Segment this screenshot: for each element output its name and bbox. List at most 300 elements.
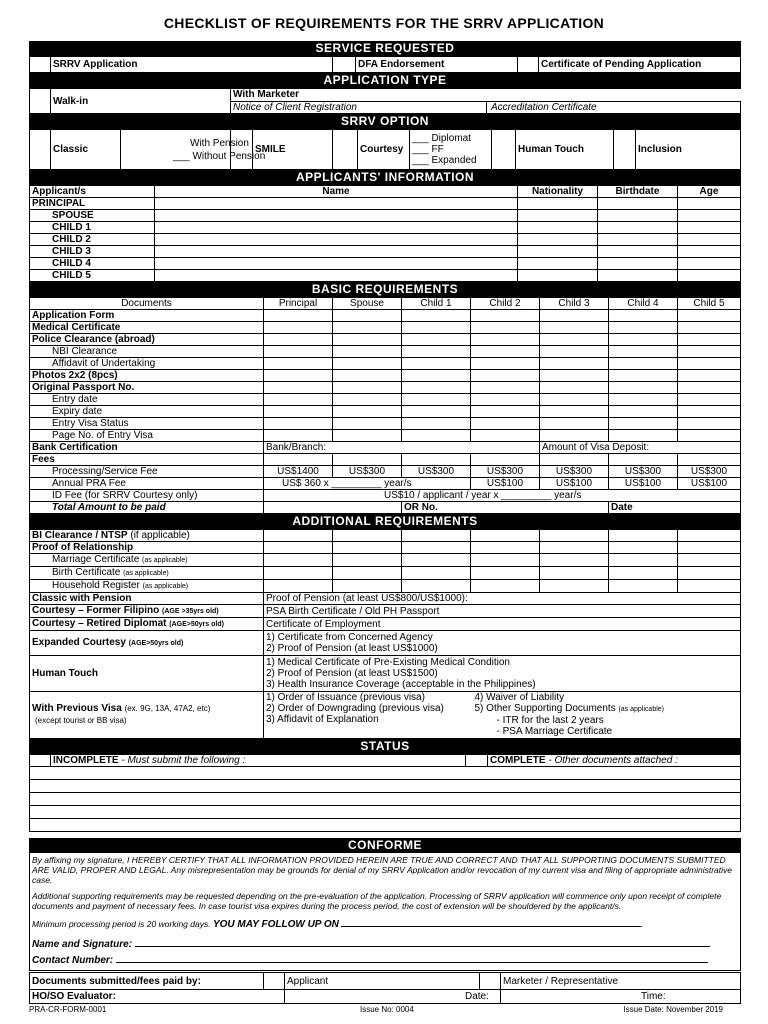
- row-label: SPOUSE: [30, 210, 155, 222]
- name-field[interactable]: [155, 222, 518, 234]
- age-field[interactable]: [678, 234, 741, 246]
- id-fee-value[interactable]: US$10 / applicant / year x _________ year/s: [264, 490, 741, 502]
- courtesy-checkbox[interactable]: [333, 130, 358, 170]
- check-cell[interactable]: [471, 334, 540, 346]
- courtesy-ff-label: Courtesy – Former Filipino: [32, 605, 160, 616]
- check-cell[interactable]: [609, 542, 678, 554]
- birthdate-field[interactable]: [598, 234, 678, 246]
- check-cell[interactable]: [402, 322, 471, 334]
- table-row: [30, 442, 741, 454]
- or-no-field[interactable]: OR No.: [402, 502, 609, 514]
- prev-visa-req[interactable]: 5) Other Supporting Documents: [474, 703, 616, 714]
- check-cell[interactable]: [333, 580, 402, 593]
- col-nationality: Nationality: [518, 186, 598, 198]
- check-cell[interactable]: [678, 394, 741, 406]
- check-cell[interactable]: [540, 567, 609, 580]
- check-cell[interactable]: [609, 310, 678, 322]
- check-cell[interactable]: [264, 358, 333, 370]
- check-cell[interactable]: [678, 334, 741, 346]
- proof-relationship-label: Proof of Relationship: [30, 542, 264, 554]
- check-cell[interactable]: [609, 394, 678, 406]
- form-title: CHECKLIST OF REQUIREMENTS FOR THE SRRV APPLICATION: [163, 15, 605, 31]
- prev-visa-note2: (except tourist or BB visa): [35, 716, 127, 725]
- applicable-note: (as applicable): [142, 583, 189, 590]
- col-child3: Child 3: [540, 298, 609, 310]
- fee-value: US$100: [540, 478, 609, 490]
- check-cell[interactable]: [609, 580, 678, 593]
- courtesy-label: Courtesy: [358, 130, 410, 170]
- name-field[interactable]: [155, 246, 518, 258]
- courtesy-ff-req[interactable]: PSA Birth Certificate / Old PH Passport: [264, 605, 741, 618]
- check-cell[interactable]: [333, 394, 402, 406]
- dfa-checkbox[interactable]: [333, 57, 356, 73]
- applicants-table: [29, 185, 741, 282]
- human-touch-req[interactable]: 3) Health Insurance Coverage (acceptable in the Philippines): [266, 679, 536, 690]
- row-label: CHILD 5: [30, 270, 155, 282]
- check-cell[interactable]: [402, 346, 471, 358]
- name-signature-field[interactable]: [135, 946, 710, 947]
- check-cell[interactable]: [402, 406, 471, 418]
- table-row: [30, 370, 741, 382]
- as-applicable-note: (as applicable): [618, 706, 664, 713]
- classic-pension-req[interactable]: Proof of Pension (at least US$800/US$1000):: [264, 593, 741, 605]
- col-applicants: Applicant/s: [30, 186, 155, 198]
- check-cell[interactable]: [471, 554, 540, 567]
- check-cell[interactable]: [609, 334, 678, 346]
- status-line[interactable]: [30, 793, 741, 806]
- check-cell[interactable]: [402, 542, 471, 554]
- check-cell[interactable]: [540, 334, 609, 346]
- table-row: [30, 466, 741, 478]
- check-cell[interactable]: [471, 567, 540, 580]
- expanded-label: Expanded Courtesy: [32, 637, 126, 648]
- check-cell[interactable]: [540, 530, 609, 542]
- doc-entry-date: Entry date: [30, 394, 264, 406]
- check-cell[interactable]: [333, 406, 402, 418]
- birthdate-field[interactable]: [598, 222, 678, 234]
- check-cell[interactable]: [540, 322, 609, 334]
- section-applicants-info: APPLICANTS' INFORMATION: [29, 170, 741, 185]
- conforme-paragraph-1: By affixing my signature, I HEREBY CERTIFY THAT ALL INFORMATION PROVIDED HEREIN ARE TRUE AND CORRECT AND THAT ALL SUPPORTING DOCUMENTS SUBMITTED ARE VALID, PROPER AND LEGAL. Any misrepresentation may be grounds for denial of my SRRV Application and/or revocation of my current visa and filing of appropriate administrative case.: [32, 855, 733, 885]
- check-cell[interactable]: [402, 334, 471, 346]
- table-row: [30, 567, 741, 580]
- check-cell[interactable]: [264, 567, 333, 580]
- form-number: PRA-CR-FORM-0001: [29, 1005, 107, 1014]
- inclusion-checkbox[interactable]: [614, 130, 636, 170]
- check-cell[interactable]: [402, 358, 471, 370]
- status-line[interactable]: [30, 767, 741, 780]
- expanded-option[interactable]: ___ Expanded: [412, 155, 477, 166]
- check-cell[interactable]: [678, 346, 741, 358]
- section-application-type: APPLICATION TYPE: [29, 73, 741, 88]
- name-field[interactable]: [155, 210, 518, 222]
- courtesy-rd-label: Courtesy – Retired Diplomat: [32, 618, 167, 629]
- name-field[interactable]: [155, 234, 518, 246]
- doc-affidavit: Affidavit of Undertaking: [30, 358, 264, 370]
- check-cell[interactable]: [609, 418, 678, 430]
- check-cell[interactable]: [264, 554, 333, 567]
- check-cell[interactable]: [264, 406, 333, 418]
- check-cell[interactable]: [471, 346, 540, 358]
- courtesy-rd-req[interactable]: Certificate of Employment: [264, 618, 741, 631]
- check-cell[interactable]: [333, 530, 402, 542]
- check-cell[interactable]: [609, 567, 678, 580]
- check-cell[interactable]: [264, 418, 333, 430]
- evaluator-date[interactable]: Date:: [285, 990, 501, 1004]
- name-field[interactable]: [155, 270, 518, 282]
- prev-visa-req[interactable]: 3) Affidavit of Explanation: [266, 714, 379, 725]
- evaluator-time[interactable]: Time:: [501, 990, 741, 1004]
- table-row: [30, 198, 741, 210]
- fee-value: US$300: [333, 466, 402, 478]
- annual-pra-label: Annual PRA Fee: [30, 478, 264, 490]
- complete-note: - Other documents attached :: [545, 755, 678, 766]
- check-cell[interactable]: [609, 358, 678, 370]
- name-field[interactable]: [155, 198, 518, 210]
- applicant-checkbox[interactable]: [264, 973, 285, 990]
- check-cell[interactable]: [609, 406, 678, 418]
- check-cell[interactable]: [609, 370, 678, 382]
- check-cell[interactable]: [471, 580, 540, 593]
- human-touch-checkbox[interactable]: [492, 130, 516, 170]
- status-line[interactable]: [30, 819, 741, 832]
- prev-visa-req[interactable]: - ITR for the last 2 years: [496, 715, 604, 726]
- check-cell[interactable]: [471, 322, 540, 334]
- check-cell[interactable]: [402, 382, 471, 394]
- prev-visa-req[interactable]: 1) Order of Issuance (previous visa): [266, 692, 425, 703]
- check-cell[interactable]: [264, 310, 333, 322]
- additional-requirements-table: [29, 529, 741, 739]
- classic-label: Classic: [51, 130, 121, 170]
- check-cell[interactable]: [678, 370, 741, 382]
- doc-passport: Original Passport No.: [30, 382, 264, 394]
- check-cell[interactable]: [402, 370, 471, 382]
- check-cell[interactable]: [471, 542, 540, 554]
- check-cell[interactable]: [264, 394, 333, 406]
- check-cell[interactable]: [678, 310, 741, 322]
- col-documents: Documents: [30, 298, 264, 310]
- check-cell[interactable]: [333, 542, 402, 554]
- col-principal: Principal: [264, 298, 333, 310]
- check-cell[interactable]: [540, 346, 609, 358]
- classic-checkbox[interactable]: [30, 130, 51, 170]
- issue-number: Issue No: 0004: [360, 1005, 414, 1014]
- row-label: CHILD 4: [30, 258, 155, 270]
- col-name: Name: [155, 186, 518, 198]
- check-cell[interactable]: [540, 580, 609, 593]
- household-label: Household Register: [52, 580, 140, 591]
- srrv-app-checkbox[interactable]: [30, 57, 51, 73]
- doc-medical: Medical Certificate: [30, 322, 264, 334]
- check-cell[interactable]: [678, 418, 741, 430]
- nationality-field[interactable]: [518, 258, 598, 270]
- table-row: [30, 258, 741, 270]
- table-row: [30, 382, 741, 394]
- name-signature-label: Name and Signature:: [32, 939, 133, 950]
- table-row: [30, 406, 741, 418]
- with-marketer-label: With Marketer: [231, 89, 741, 102]
- age-field[interactable]: [678, 270, 741, 282]
- name-field[interactable]: [155, 258, 518, 270]
- check-cell[interactable]: [402, 430, 471, 442]
- table-row: [30, 418, 741, 430]
- table-row: [30, 692, 741, 739]
- doc-nbi: NBI Clearance: [30, 346, 264, 358]
- fee-value: US$100: [471, 478, 540, 490]
- check-cell[interactable]: [333, 322, 402, 334]
- ff-option[interactable]: ___ FF: [412, 144, 444, 155]
- check-cell[interactable]: [402, 567, 471, 580]
- prev-visa-req[interactable]: 4) Waiver of Liability: [474, 692, 565, 703]
- check-cell[interactable]: [402, 394, 471, 406]
- check-cell[interactable]: [609, 322, 678, 334]
- bi-clearance-row: [30, 530, 264, 542]
- bi-note: (if applicable): [127, 530, 190, 541]
- human-touch-req[interactable]: 1) Medical Certificate of Pre-Existing Medical Condition: [266, 657, 510, 668]
- check-cell[interactable]: [471, 382, 540, 394]
- check-cell[interactable]: [471, 530, 540, 542]
- fee-value: US$100: [678, 478, 741, 490]
- service-table: [29, 56, 741, 73]
- visa-deposit-field[interactable]: Amount of Visa Deposit:: [540, 442, 741, 454]
- check-cell[interactable]: [540, 358, 609, 370]
- check-cell[interactable]: [333, 310, 402, 322]
- footer-bar: [29, 1005, 741, 1015]
- incomplete-checkbox[interactable]: [30, 755, 51, 767]
- table-row: [30, 322, 741, 334]
- age-field[interactable]: [678, 258, 741, 270]
- nationality-field[interactable]: [518, 270, 598, 282]
- marketer-label: Marketer / Representative: [501, 973, 741, 990]
- human-touch-req[interactable]: 2) Proof of Pension (at least US$1500): [266, 668, 438, 679]
- doc-bank-cert: Bank Certification: [30, 442, 264, 454]
- fee-value: US$300: [402, 466, 471, 478]
- birthdate-field[interactable]: [598, 270, 678, 282]
- birth-cert-label: Birth Certificate: [52, 567, 121, 578]
- complete-checkbox[interactable]: [466, 755, 488, 767]
- check-cell[interactable]: [609, 554, 678, 567]
- prev-visa-label: With Previous Visa: [32, 703, 122, 714]
- check-cell[interactable]: [678, 567, 741, 580]
- check-cell[interactable]: [540, 382, 609, 394]
- check-cell[interactable]: [678, 554, 741, 567]
- with-pension-option[interactable]: With Pension: [190, 137, 249, 149]
- section-service-requested: SERVICE REQUESTED: [29, 41, 741, 56]
- applicant-label: Applicant: [285, 973, 480, 990]
- birthdate-field[interactable]: [598, 246, 678, 258]
- doc-application-form: Application Form: [30, 310, 264, 322]
- check-cell[interactable]: [333, 567, 402, 580]
- table-row: [30, 346, 741, 358]
- table-row: [30, 542, 741, 554]
- row-label: CHILD 3: [30, 246, 155, 258]
- check-cell[interactable]: [678, 322, 741, 334]
- incomplete-note: - Must submit the following :: [118, 755, 246, 766]
- check-cell[interactable]: [678, 358, 741, 370]
- without-pension-option[interactable]: ___ Without Pension: [173, 150, 266, 162]
- contact-field[interactable]: [116, 962, 708, 963]
- check-cell[interactable]: [333, 346, 402, 358]
- evaluator-label[interactable]: HO/SO Evaluator:: [30, 990, 285, 1004]
- col-child2: Child 2: [471, 298, 540, 310]
- check-cell[interactable]: [264, 334, 333, 346]
- check-cell[interactable]: [333, 430, 402, 442]
- check-cell[interactable]: [471, 370, 540, 382]
- application-type-table: [29, 88, 741, 114]
- check-cell[interactable]: [264, 370, 333, 382]
- check-cell[interactable]: [333, 382, 402, 394]
- nationality-field[interactable]: [518, 210, 598, 222]
- walkin-label: Walk-in: [51, 89, 231, 114]
- check-cell[interactable]: [471, 358, 540, 370]
- annual-principal-fee[interactable]: US$ 360 x _________ year/s: [264, 478, 471, 490]
- check-cell[interactable]: [264, 530, 333, 542]
- docs-paid-by-label: Documents submitted/fees paid by:: [30, 973, 264, 990]
- table-row: [30, 580, 741, 593]
- check-cell[interactable]: [540, 310, 609, 322]
- fees-label: Fees: [30, 454, 264, 466]
- marketer-checkbox[interactable]: [480, 973, 501, 990]
- walkin-checkbox[interactable]: [30, 89, 51, 114]
- section-additional-requirements: ADDITIONAL REQUIREMENTS: [29, 514, 741, 529]
- table-row: [30, 618, 741, 631]
- check-cell[interactable]: [540, 554, 609, 567]
- age-field[interactable]: [678, 210, 741, 222]
- row-label: CHILD 1: [30, 222, 155, 234]
- check-cell[interactable]: [678, 530, 741, 542]
- prev-visa-note: (ex. 9G, 13A, 47A2, etc): [124, 704, 211, 713]
- fee-value: US$300: [540, 466, 609, 478]
- check-cell[interactable]: [471, 430, 540, 442]
- follow-up-field[interactable]: [341, 926, 641, 927]
- section-status: STATUS: [29, 739, 741, 754]
- birthdate-field[interactable]: [598, 258, 678, 270]
- section-srrv-option: SRRV OPTION: [29, 114, 741, 129]
- section-conforme: CONFORME: [29, 838, 741, 853]
- check-cell[interactable]: [402, 580, 471, 593]
- check-cell[interactable]: [402, 554, 471, 567]
- pending-checkbox[interactable]: [518, 57, 539, 73]
- check-cell[interactable]: [540, 370, 609, 382]
- birthdate-field[interactable]: [598, 198, 678, 210]
- accreditation-cert[interactable]: Accreditation Certificate: [487, 101, 741, 114]
- courtesy-rd-age: (AGE>50yrs old): [169, 621, 224, 628]
- table-row: [30, 270, 741, 282]
- check-cell[interactable]: [264, 430, 333, 442]
- status-line[interactable]: [30, 780, 741, 793]
- notice-registration[interactable]: Notice of Client Registration: [231, 101, 487, 114]
- check-cell[interactable]: [264, 542, 333, 554]
- check-cell[interactable]: [471, 406, 540, 418]
- check-cell[interactable]: [609, 346, 678, 358]
- check-cell[interactable]: [540, 394, 609, 406]
- bank-branch-field[interactable]: Bank/Branch:: [264, 442, 540, 454]
- check-cell[interactable]: [402, 418, 471, 430]
- check-cell[interactable]: [471, 310, 540, 322]
- nationality-field[interactable]: [518, 246, 598, 258]
- check-cell[interactable]: [333, 370, 402, 382]
- birthdate-field[interactable]: [598, 210, 678, 222]
- check-cell[interactable]: [609, 530, 678, 542]
- expanded-req[interactable]: 1) Certificate from Concerned Agency: [266, 632, 433, 643]
- table-row: [30, 234, 741, 246]
- check-cell[interactable]: [333, 418, 402, 430]
- table-row: [30, 530, 741, 542]
- srrv-option-table: [29, 129, 741, 170]
- status-table: [29, 754, 741, 832]
- check-cell[interactable]: [540, 430, 609, 442]
- check-cell[interactable]: [402, 310, 471, 322]
- fee-value: US$300: [678, 466, 741, 478]
- doc-police: Police Clearance (abroad): [30, 334, 264, 346]
- diplomat-option[interactable]: ___ Diplomat: [412, 133, 471, 144]
- table-row: [30, 358, 741, 370]
- check-cell[interactable]: [540, 542, 609, 554]
- prev-visa-req[interactable]: 2) Order of Downgrading (previous visa): [266, 703, 444, 714]
- check-cell[interactable]: [678, 542, 741, 554]
- srrv-app-label: SRRV Application: [51, 57, 333, 73]
- table-row: [30, 593, 741, 605]
- check-cell[interactable]: [333, 358, 402, 370]
- applicable-note: (as applicable): [123, 570, 169, 577]
- doc-page-no: Page No. of Entry Visa: [30, 430, 264, 442]
- check-cell[interactable]: [264, 382, 333, 394]
- check-cell[interactable]: [540, 406, 609, 418]
- age-field[interactable]: [678, 198, 741, 210]
- check-cell[interactable]: [264, 346, 333, 358]
- check-cell[interactable]: [333, 334, 402, 346]
- submission-table: [29, 972, 741, 1004]
- check-cell[interactable]: [471, 418, 540, 430]
- col-child5: Child 5: [678, 298, 741, 310]
- check-cell[interactable]: [402, 530, 471, 542]
- conforme-paragraph-2: Additional supporting requirements may be requested depending on the pre-evaluation of the application. Processing of SRRV application will commence only upon receipt of complete documents and payment of necessary fees. In case tourist visa expires during the process period, the cost of extension will be shouldered by the applicant/s.: [32, 891, 722, 911]
- expanded-req[interactable]: 2) Proof of Pension (at least US$1000): [266, 643, 438, 654]
- total-field[interactable]: [264, 502, 402, 514]
- incomplete-label: INCOMPLETE: [53, 755, 119, 766]
- date-field[interactable]: Date: [609, 502, 741, 514]
- check-cell[interactable]: [678, 430, 741, 442]
- status-line[interactable]: [30, 806, 741, 819]
- check-cell[interactable]: [264, 580, 333, 593]
- nationality-field[interactable]: [518, 222, 598, 234]
- check-cell[interactable]: [609, 430, 678, 442]
- table-row: [30, 478, 741, 490]
- row-label: PRINCIPAL: [30, 198, 155, 210]
- prev-visa-req[interactable]: - PSA Marriage Certificate: [496, 726, 613, 737]
- table-row: [30, 454, 741, 466]
- check-cell[interactable]: [264, 322, 333, 334]
- check-cell[interactable]: [678, 382, 741, 394]
- classic-pension-label: Classic with Pension: [30, 593, 264, 605]
- nationality-field[interactable]: [518, 198, 598, 210]
- follow-up-label: YOU MAY FOLLOW UP ON: [212, 919, 339, 930]
- check-cell[interactable]: [333, 554, 402, 567]
- nationality-field[interactable]: [518, 234, 598, 246]
- pending-label: Certificate of Pending Application: [539, 57, 741, 73]
- check-cell[interactable]: [609, 382, 678, 394]
- check-cell[interactable]: [678, 580, 741, 593]
- doc-entry-visa: Entry Visa Status: [30, 418, 264, 430]
- check-cell[interactable]: [471, 394, 540, 406]
- check-cell[interactable]: [678, 406, 741, 418]
- age-field[interactable]: [678, 222, 741, 234]
- issue-date: Issue Date: November 2019: [623, 1005, 723, 1014]
- processing-fee-label: Processing/Service Fee: [30, 466, 264, 478]
- age-field[interactable]: [678, 246, 741, 258]
- check-cell[interactable]: [540, 418, 609, 430]
- table-row: [30, 656, 741, 692]
